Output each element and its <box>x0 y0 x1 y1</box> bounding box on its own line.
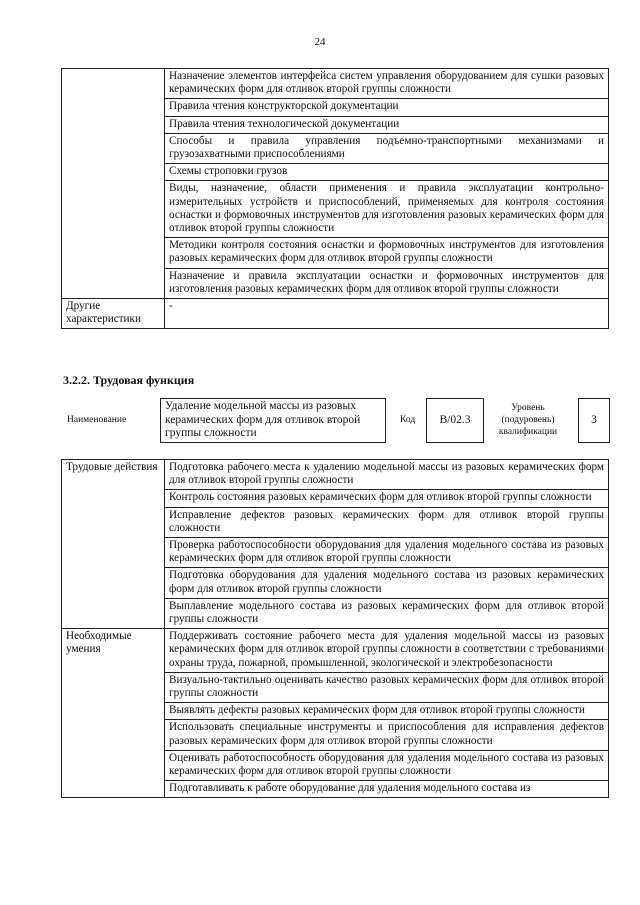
table-cell: Правила чтения конструкторской документации <box>165 99 609 116</box>
table-cell: Контроль состояния разовых керамических форм для отливок второй группы сложности <box>165 490 609 507</box>
table-cell: Методики контроля состояния оснастки и формовочных инструментов для изготовления разовых керамических форм для отливок второй группы сложности <box>165 238 609 268</box>
row-label <box>62 69 165 299</box>
labor-actions-table <box>61 459 609 798</box>
table-cell: Подготавливать к работе оборудование для удаления модельного состава из <box>165 781 609 798</box>
table-cell: Подготовка оборудования для удаления модельного состава из разовых керамических форм для отливок второй группы сложности <box>165 568 609 598</box>
table-row <box>62 69 609 99</box>
table-cell: Правила чтения технологической документации <box>165 116 609 133</box>
table-cell: Способы и правила управления подъемно-транспортными механизмами и грузозахватными приспособлениями <box>165 133 609 163</box>
table-row <box>62 460 609 490</box>
code-box <box>426 398 484 443</box>
function-name-value: Удаление модельной массы из разовых керамических форм для отливок второй группы сложности <box>165 400 361 439</box>
function-name-label: Наименование <box>67 415 127 425</box>
table-cell: Использовать специальные инструменты и приспособления для исправления дефектов разовых керамических форм для отливок второй группы сложности <box>165 720 609 750</box>
qualification-level-box <box>578 398 610 443</box>
row-label: Необходимые умения <box>62 629 165 798</box>
qualification-level-value: 3 <box>591 413 597 426</box>
table-cell: - <box>165 299 609 329</box>
qualification-level-label: Уровень (подуровень) квалификации <box>498 403 558 437</box>
table-cell: Назначение и правила эксплуатации оснастки и формовочных инструментов для изготовления разовых керамических форм для отливок второй группы сложности <box>165 268 609 298</box>
table-cell: Проверка работоспособности оборудования для удаления модельного состава из разовых керамических форм для отливок второй группы сложности <box>165 538 609 568</box>
table-cell: Оценивать работоспособность оборудования для удаления модельного состава из разовых керамических форм для отливок второй группы сложности <box>165 750 609 780</box>
section-heading: 3.2.2. Трудовая функция <box>63 373 195 387</box>
table-cell: Виды, назначение, области применения и правила эксплуатации контрольно-измерительных устройств и приспособлений, применяемых для контроля состояния оснастки и формовочных инструментов для изготовления разовых керамических форм для отливок второй группы сложности <box>165 181 609 238</box>
function-name-box <box>160 398 386 443</box>
table-cell: Исправление дефектов разовых керамических форм для отливок второй группы сложности <box>165 507 609 537</box>
table-row <box>62 629 609 673</box>
code-value: B/02.3 <box>439 413 471 426</box>
table-cell: Назначение элементов интерфейса систем управления оборудованием для сушки разовых керамических форм для отливок второй группы сложности <box>165 69 609 99</box>
table-cell: Схемы строповки грузов <box>165 164 609 181</box>
table-cell: Визуально-тактильно оценивать качество разовых керамических форм для отливок второй группы сложности <box>165 672 609 702</box>
row-label: Трудовые действия <box>62 460 165 629</box>
table-cell: Подготовка рабочего места к удалению модельной массы из разовых керамических форм для отливок второй группы сложности <box>165 460 609 490</box>
table-cell: Выявлять дефекты разовых керамических форм для отливок второй группы сложности <box>165 703 609 720</box>
row-label: Другие характеристики <box>62 299 165 329</box>
knowledge-table <box>61 68 609 329</box>
page-number: 24 <box>314 36 326 48</box>
table-cell: Выплавление модельного состава из разовых керамических форм для отливок второй группы сложности <box>165 598 609 628</box>
table-row <box>62 299 609 329</box>
table-cell: Поддерживать состояние рабочего места для удаления модельной массы из разовых керамических форм для отливок второй группы сложности в соответствии с требованиями охраны труда, пожарной, промышленной, экологической и электробезопасности <box>165 629 609 673</box>
code-label: Код <box>400 415 416 425</box>
